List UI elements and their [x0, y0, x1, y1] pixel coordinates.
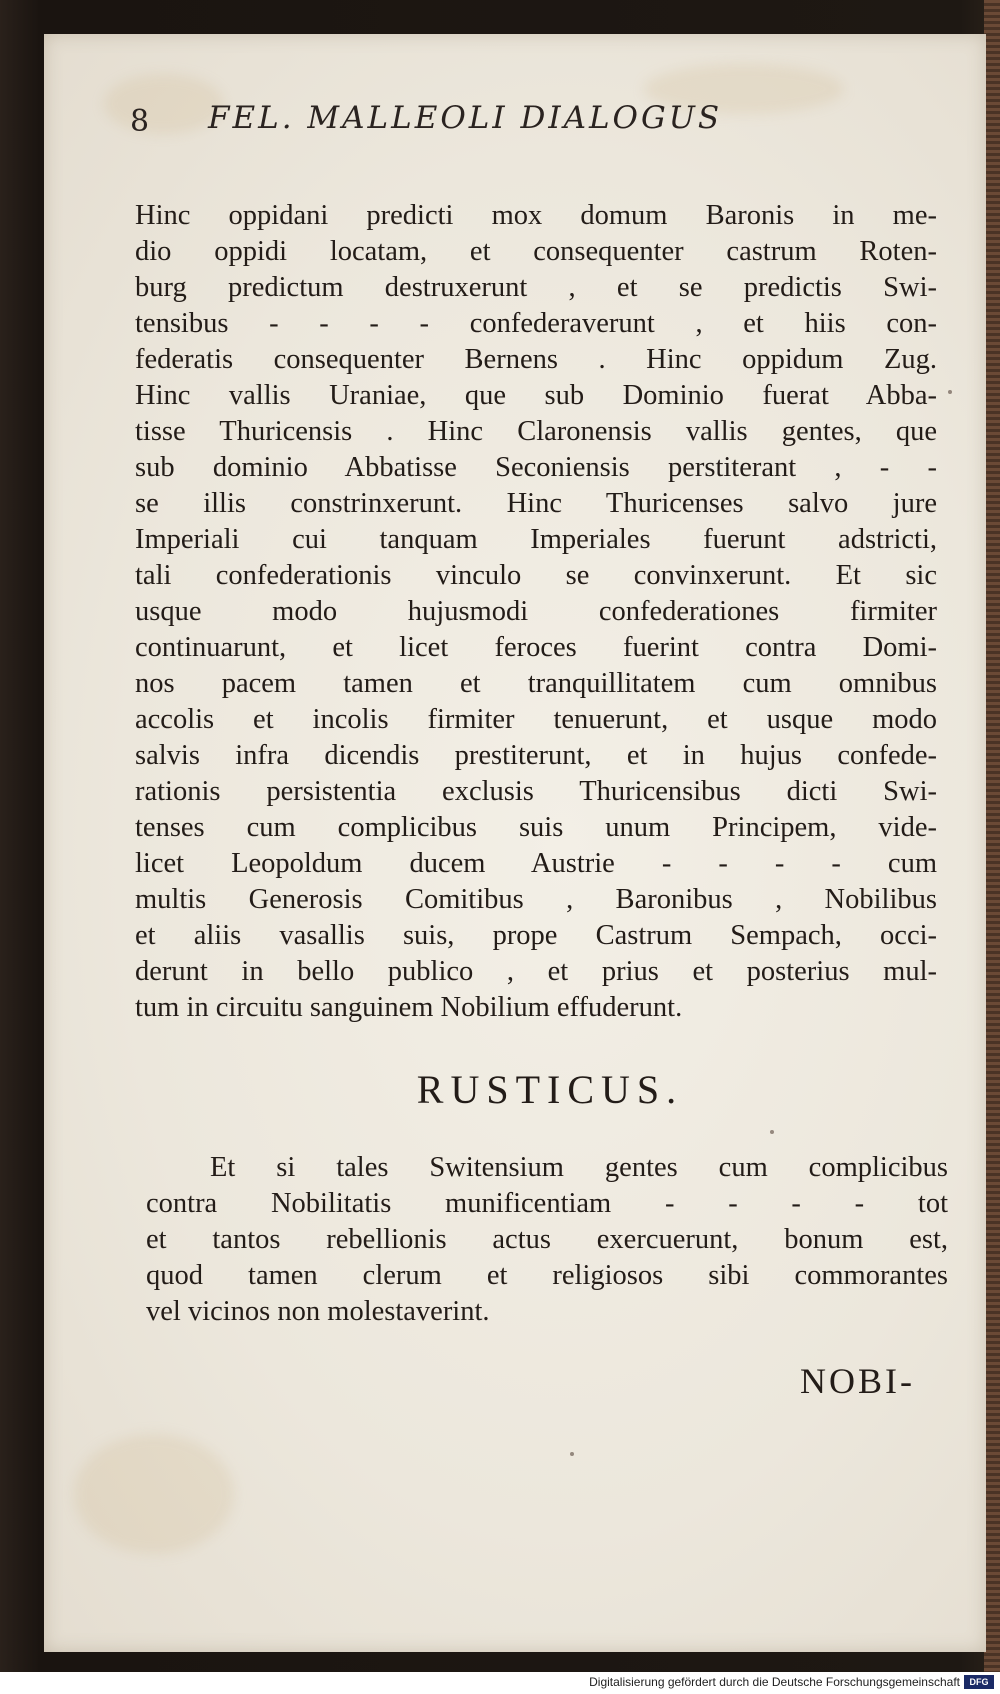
text-line: Et si tales Switensium gentes cum complicibus: [210, 1152, 948, 1183]
text-line: tenses cum complicibus suis unum Principem, vide-: [135, 812, 937, 843]
speaker-heading: RUSTICUS.: [416, 1067, 684, 1112]
text-line: tum in circuitu sanguinem Nobilium effuderunt.: [135, 992, 683, 1023]
ink-speck: [948, 390, 952, 394]
footer-credit: Digitalisierung gefördert durch die Deutsche Forschungsgemeinschaft: [589, 1675, 960, 1689]
text-line: continuarunt, et licet feroces fuerint contra Domi-: [135, 632, 937, 663]
text-line: rationis persistentia exclusis Thuricensibus dicti Swi-: [135, 776, 937, 807]
text-line: et tantos rebellionis actus exercuerunt, bonum est,: [146, 1224, 948, 1255]
ink-speck: [570, 1452, 574, 1456]
text-line: nos pacem tamen et tranquillitatem cum omnibus: [135, 668, 937, 699]
text-line: Imperiali cui tanquam Imperiales fuerunt adstricti,: [135, 524, 937, 555]
text-line: multis Generosis Comitibus , Baronibus , Nobilibus: [135, 884, 937, 915]
running-head: [130, 88, 830, 148]
text-line: tali confederationis vinculo se convinxerunt. Et sic: [135, 560, 937, 591]
text-line: quod tamen clerum et religiosos sibi commorantes: [146, 1260, 948, 1291]
book-edge: [984, 0, 1000, 1694]
dfg-logo: DFG: [964, 1675, 994, 1689]
text-line: licet Leopoldum ducem Austrie - - - - cum: [135, 848, 937, 879]
text-line: vel vicinos non molestaverint.: [146, 1296, 490, 1327]
running-title: FEL. MALLEOLI DIALOGUS: [208, 100, 723, 136]
paper-stain: [74, 1434, 234, 1554]
text-line: burg predictum destruxerunt , et se predictis Swi-: [135, 272, 937, 303]
text-line: tensibus - - - - confederaverunt , et hiis con-: [135, 308, 937, 339]
text-line: Hinc oppidani predicti mox domum Baronis in me-: [135, 200, 937, 231]
page-number: 8: [130, 104, 150, 139]
text-line: federatis consequenter Bernens . Hinc oppidum Zug.: [135, 344, 937, 375]
text-line: tisse Thuricensis . Hinc Claronensis vallis gentes, que: [135, 416, 937, 447]
catchword: NOBI-: [800, 1361, 915, 1401]
text-line: salvis infra dicendis prestiterunt, et in hujus confede-: [135, 740, 937, 771]
text-line: Hinc vallis Uraniae, que sub Dominio fuerat Abba-: [135, 380, 937, 411]
text-line: usque modo hujusmodi confederationes firmiter: [135, 596, 937, 627]
text-line: accolis et incolis firmiter tenuerunt, et usque modo: [135, 704, 937, 735]
footer-bar: [0, 1672, 1000, 1694]
text-line: se illis constrinxerunt. Hinc Thuricenses salvo jure: [135, 488, 937, 519]
text-line: sub dominio Abbatisse Seconiensis perstiterant , - -: [135, 452, 937, 483]
text-line: et aliis vasallis suis, prope Castrum Sempach, occi-: [135, 920, 937, 951]
text-line: contra Nobilitatis munificentiam - - - - tot: [146, 1188, 948, 1219]
text-line: dio oppidi locatam, et consequenter castrum Roten-: [135, 236, 937, 267]
ink-speck: [770, 1130, 774, 1134]
text-line: derunt in bello publico , et prius et posterius mul-: [135, 956, 937, 987]
